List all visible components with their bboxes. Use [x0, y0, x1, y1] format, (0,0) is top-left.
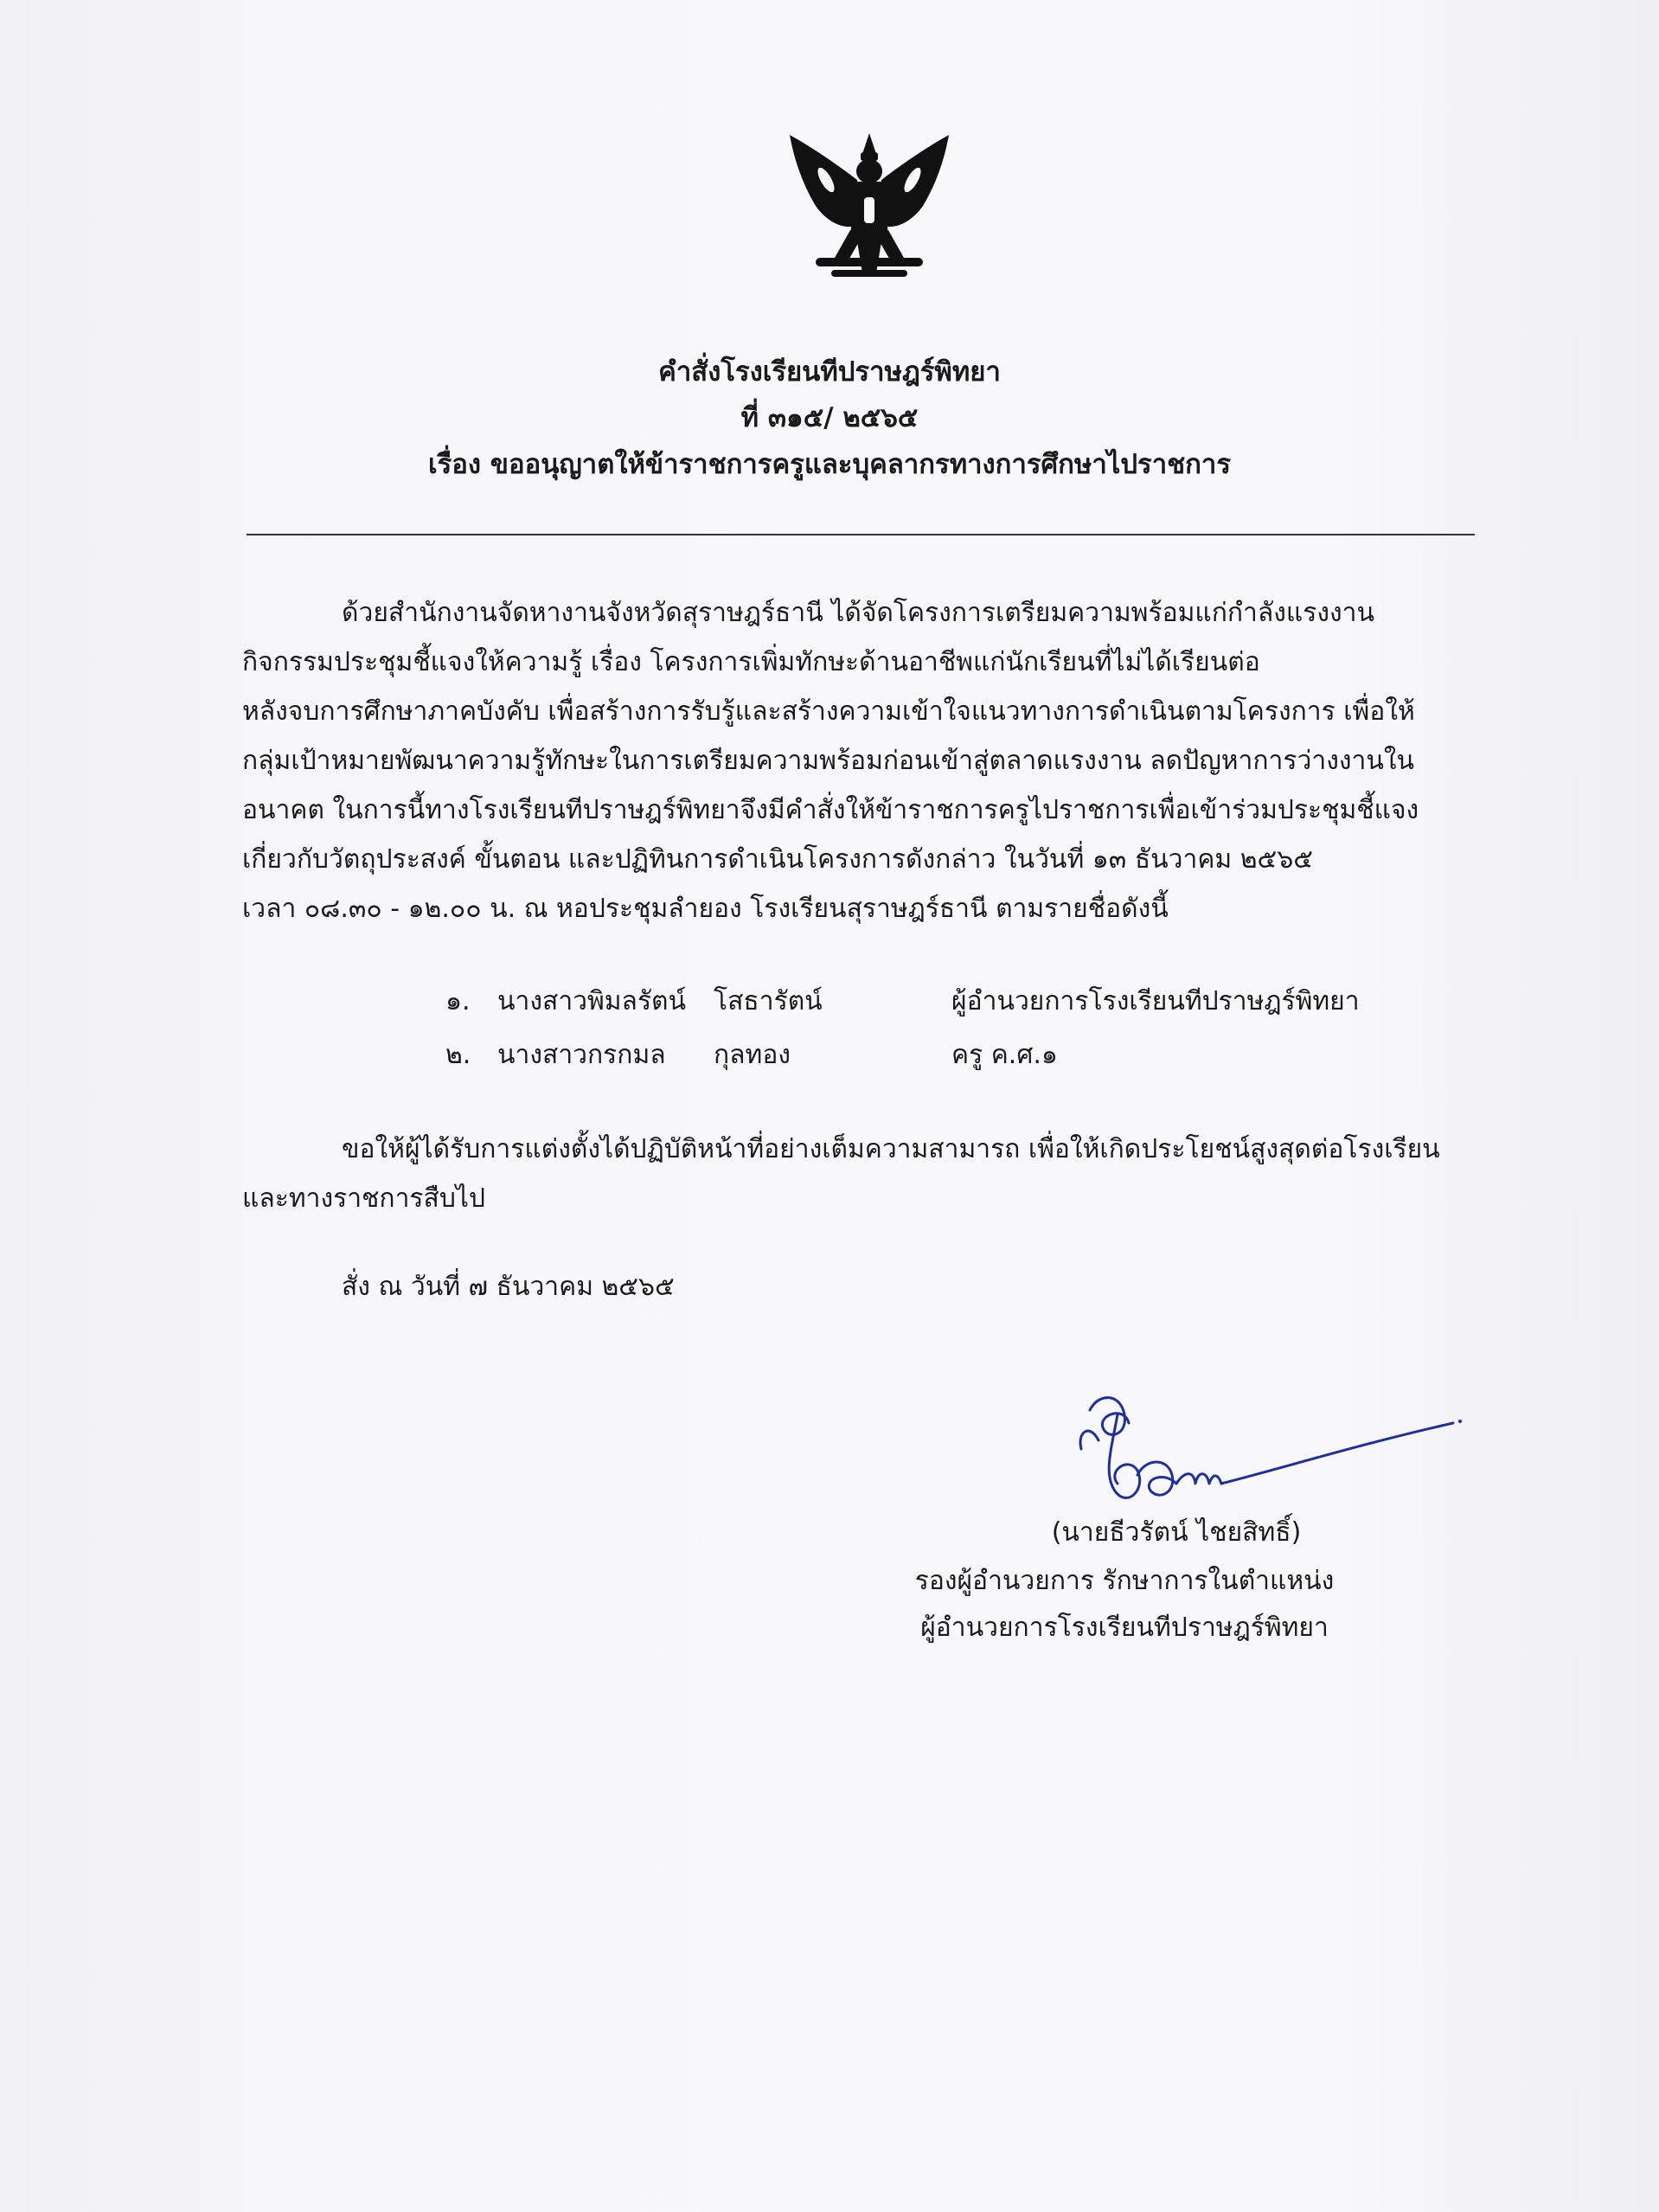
order-subject: เรื่อง ขออนุญาตให้ข้าราชการครูและบุคลากรทางการศึกษาไปราชการ — [427, 449, 1231, 480]
staff-number: ๒. — [445, 1040, 471, 1070]
body-line: เกี่ยวกับวัตถุประสงค์ ขั้นตอน และปฏิทินการดำเนินโครงการดังกล่าว ในวันที่ ๑๓ ธันวาคม ๒๕๖๕ — [242, 844, 1313, 875]
closing-paragraph — [242, 1125, 1505, 1223]
staff-first-name: นางสาวกรกมล — [497, 1040, 666, 1070]
staff-position: ครู ค.ศ.๑ — [951, 1040, 1058, 1070]
signatory-position: ผู้อำนวยการโรงเรียนทีปราษฎร์พิทยา — [920, 1613, 1329, 1643]
staff-first-name: นางสาวพิมลรัตน์ — [497, 986, 687, 1016]
staff-last-name: โสธารัตน์ — [714, 986, 823, 1016]
staff-position: ผู้อำนวยการโรงเรียนทีปราษฎร์พิทยา — [951, 986, 1360, 1016]
order-number: ที่ ๓๑๕/ ๒๕๖๕ — [740, 402, 919, 433]
staff-last-name: กุลทอง — [714, 1040, 791, 1070]
body-line: กิจกรรมประชุมชี้แจงให้ความรู้ เรื่อง โครงการเพิ่มทักษะด้านอาชีพแก่นักเรียนที่ไม่ได้เรียนต่อ — [242, 647, 1260, 677]
body-line: อนาคต ในการนี้ทางโรงเรียนทีปราษฎร์พิทยาจึงมีคำสั่งให้ข้าราชการครูไปราชการเพื่อเข้าร่วมประชุมชี้แจง — [242, 795, 1419, 825]
signatory-name: (นายธีวรัตน์ ไชยสิทธิ์) — [1051, 1517, 1302, 1548]
signatory-position: รองผู้อำนวยการ รักษาการในตำแหน่ง — [914, 1566, 1335, 1596]
handwritten-signature — [1064, 1388, 1462, 1518]
body-line: กลุ่มเป้าหมายพัฒนาความรู้ทักษะในการเตรียมความพร้อมก่อนเข้าสู่ตลาดแรงงาน ลดปัญหาการว่างงานใน — [242, 746, 1414, 776]
body-line: ด้วยสำนักงานจัดหางานจังหวัดสุราษฎร์ธานี ได้จัดโครงการเตรียมความพร้อมแก่กำลังแรงงาน — [342, 598, 1375, 628]
closing-line: ขอให้ผู้ได้รับการแต่งตั้งได้ปฏิบัติหน้าที่อย่างเต็มความสามารถ เพื่อให้เกิดประโยชน์สูงสุดต่อโรงเรียน — [342, 1134, 1440, 1164]
garuda-emblem — [774, 128, 964, 292]
body-paragraph — [242, 588, 1505, 933]
body-line: หลังจบการศึกษาภาคบังคับ เพื่อสร้างการรับรู้และสร้างความเข้าใจแนวทางการดำเนินตามโครงการ เพื่อให้ — [242, 696, 1415, 727]
body-line: เวลา ๐๘.๓๐ - ๑๒.๐๐ น. ณ หอประชุมลำยอง โรงเรียนสุราษฎร์ธานี ตามรายชื่อดังนี้ — [242, 894, 1169, 924]
order-date: สั่ง ณ วันที่ ๗ ธันวาคม ๒๕๖๕ — [342, 1272, 675, 1302]
staff-number: ๑. — [445, 986, 471, 1016]
header-divider — [247, 534, 1475, 535]
order-title: คำสั่งโรงเรียนทีปราษฎร์พิทยา — [658, 356, 1001, 388]
closing-line: และทางราชการสืบไป — [242, 1183, 486, 1214]
